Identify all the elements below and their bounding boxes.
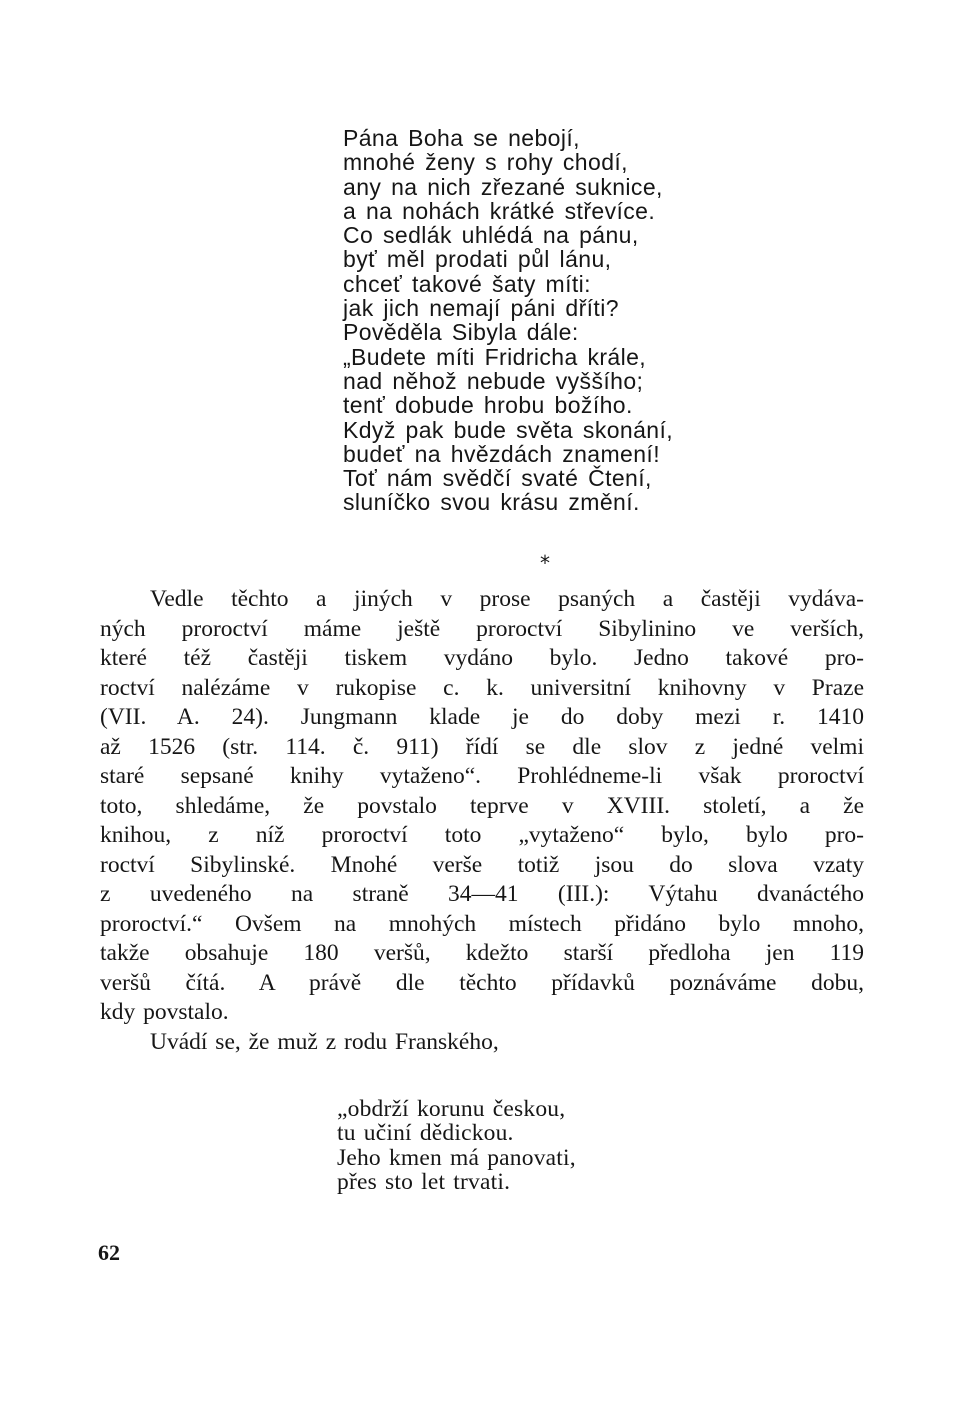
verse-line: sluníčko svou krásu změní. xyxy=(343,489,640,516)
verse-line: budeť na hvězdách znamení! xyxy=(343,440,661,467)
verse-line: „Budete míti Fridricha krále, xyxy=(343,343,647,370)
prose-line: Vedle těchto a jiných v prose psaných a častěji vydáva- xyxy=(150,586,864,612)
prose-line: toto, shledáme, že povstalo teprve v XVIII. století, a že xyxy=(100,792,864,819)
verse-line: jak jich nemají páni dříti? xyxy=(343,295,619,322)
prose-line: proroctví.“ Ovšem na mnohých místech přidáno bylo mnoho, xyxy=(100,910,864,937)
verse-line: přes sto let trvati. xyxy=(337,1168,511,1195)
verse-line: tenť dobude hrobu božího. xyxy=(343,392,633,419)
prose-line: ných proroctví máme ještě proroctví Sibylinino ve verších, xyxy=(100,615,864,642)
prose-line: kdy povstalo. xyxy=(100,999,229,1025)
verse-line: „obdrží korunu českou, xyxy=(337,1096,566,1122)
prose-line: knihou, z níž proroctví toto „vytaženo“ bylo, bylo pro- xyxy=(100,822,864,848)
prose-line: z uvedeného na straně 34—41 (III.): Výtahu dvanáctého xyxy=(100,881,864,907)
intro-line: Uvádí se, že muž z rodu Franského, xyxy=(150,1028,499,1055)
verse-line: chceť takové šaty míti: xyxy=(343,270,591,297)
section-separator: * xyxy=(540,551,550,575)
verse-line: mnohé ženy s rohy chodí, xyxy=(343,149,628,176)
prose-line: veršů čítá. A právě dle těchto přídavků poznáváme dobu, xyxy=(100,969,864,996)
prose-line: roctví Sibylinské. Mnohé verše totiž jsou do slova vzaty xyxy=(100,851,864,878)
prose-line: (VII. A. 24). Jungmann klade je do doby mezi r. 1410 xyxy=(100,704,864,730)
prose-line: které též častěji tiskem vydáno bylo. Jedno takové pro- xyxy=(100,645,864,671)
verse-line: any na nich zřezané suknice, xyxy=(343,173,663,200)
prose-line: takže obsahuje 180 veršů, kdežto starší předloha jen 119 xyxy=(100,940,864,966)
verse-line: Jeho kmen má panovati, xyxy=(337,1144,576,1171)
prose-line: roctví nalézáme v rukopise c. k. universitní knihovny v Praze xyxy=(100,674,864,701)
verse-line: Pověděla Sibyla dále: xyxy=(343,319,579,346)
verse-line: tu učiní dědickou. xyxy=(337,1120,514,1147)
verse-line: Toť nám svědčí svaté Čtení, xyxy=(343,465,652,492)
prose-line: staré sepsané knihy vytaženo“. Prohlédneme-li však proroctví xyxy=(100,763,864,789)
verse-line: nad něhož nebude vyššího; xyxy=(343,367,644,394)
verse-line: Když pak bude světa skonání, xyxy=(343,416,674,443)
verse-block-top xyxy=(343,126,763,515)
verse-block-bottom xyxy=(337,1097,737,1194)
verse-line: Pána Boha se nebojí, xyxy=(343,125,580,151)
prose-line: až 1526 (str. 114. č. 911) řídí se dle slov z jedné velmi xyxy=(100,733,864,760)
prose-paragraph xyxy=(100,585,864,1057)
verse-line: a na nohách krátké střevíce. xyxy=(343,197,656,224)
verse-line: Co sedlák uhlédá na pánu, xyxy=(343,222,639,249)
verse-line: byť měl prodati půl lánu, xyxy=(343,246,612,273)
page-number: 62 xyxy=(98,1240,120,1265)
